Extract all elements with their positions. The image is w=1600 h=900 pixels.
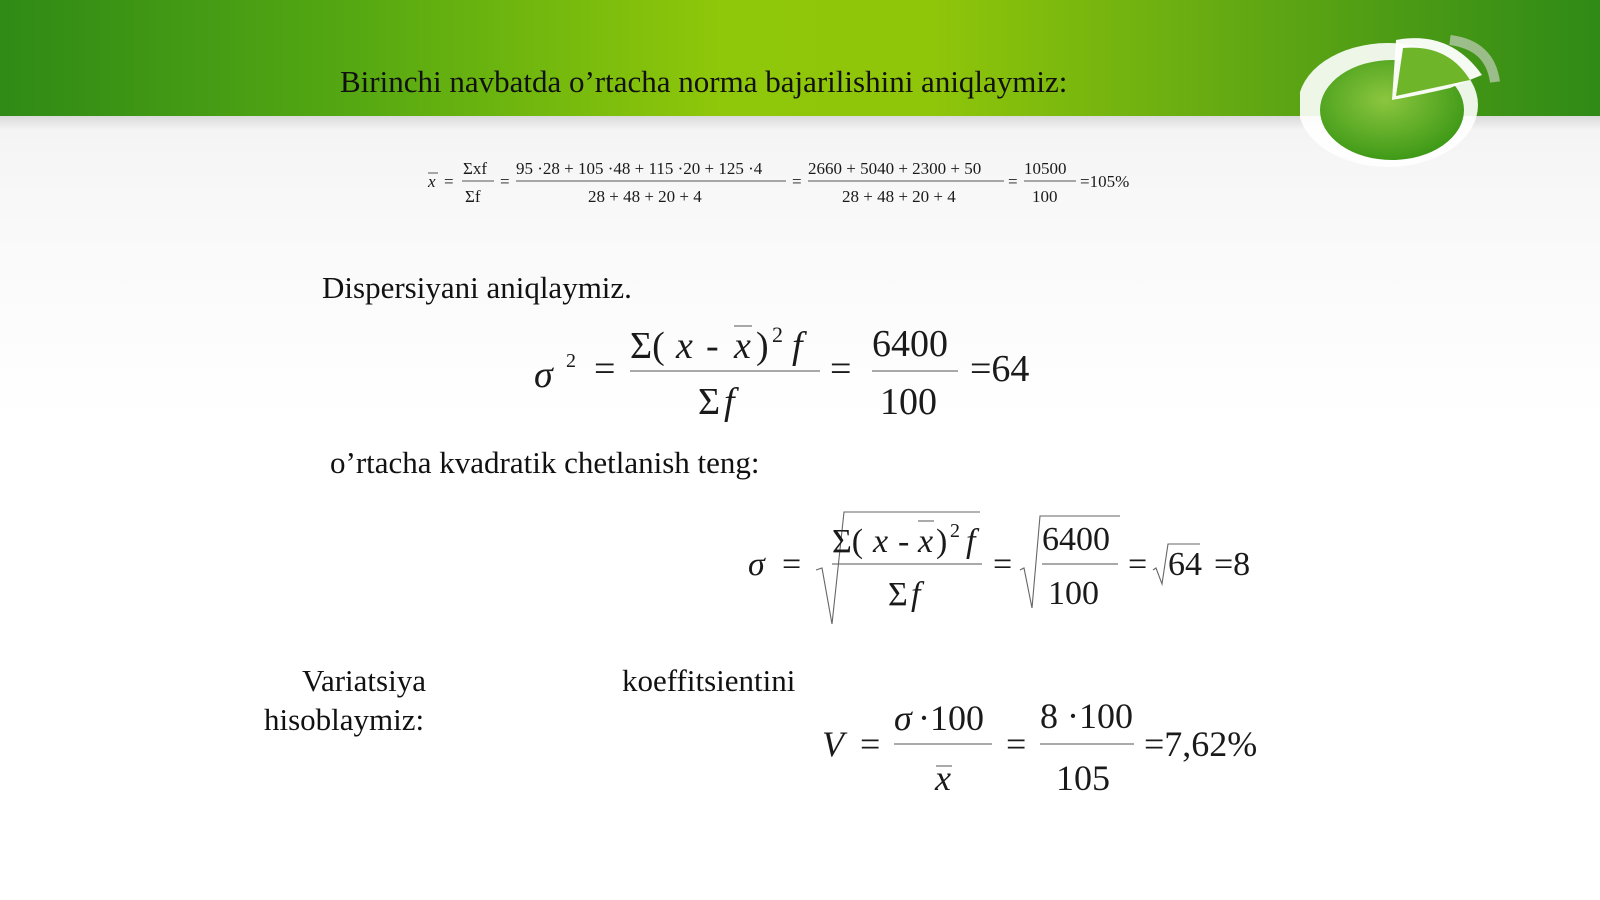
std-num-xbar: x [918,523,934,560]
mean-eq-1: = [444,172,454,191]
std-num-exp: 2 [950,520,960,542]
var-eq-1: = [860,724,881,764]
disp-eq-2: = [830,348,852,390]
std-den2: 100 [1048,575,1099,612]
var-den-x: x [935,758,951,798]
std-sigma: σ [748,546,765,583]
variation-formula [820,696,1280,810]
mean-den1: Σf [465,187,481,206]
disp-num-f: f [792,325,803,367]
var-v: V [822,724,844,764]
mean-eq-2: = [500,172,510,191]
std-eq-1: = [782,546,802,583]
mean-num3: 2660 + 5040 + 2300 + 50 [808,159,982,178]
disp-num-exp: 2 [772,322,783,347]
variation-label-2: koeffitsientini [622,663,796,698]
std-num-close: ) [936,523,948,560]
var-result: =7,62% [1144,724,1258,764]
disp-den2: 100 [880,381,937,423]
mean-num1: Σxf [463,159,488,178]
std-formula [748,508,1288,638]
mean-den2: 28 + 48 + 20 + 4 [588,187,702,206]
mean-result: =105% [1080,172,1130,191]
std-result: =8 [1214,546,1251,583]
variation-label-3: hisoblaymiz: [264,702,425,737]
disp-num2: 6400 [872,323,948,365]
std-num-minus: - [898,523,910,560]
dispersion-label: Dispersiyani aniqlaymiz. [322,270,632,305]
std-label: o’rtacha kvadratik chetlanish teng: [330,445,760,480]
var-num-sigma: σ [894,698,912,738]
variation-label-1: Variatsiya [302,663,426,698]
std-num-f: f [966,523,976,560]
var-num2: 8 ·100 [1040,696,1133,736]
var-den2: 105 [1056,758,1110,798]
std-num-x: x [873,523,889,560]
mean-formula [430,150,1170,220]
disp-den-sigma: Σ [698,381,721,423]
std-eq-3: = [1128,546,1148,583]
pie-chart-logo-icon [1300,20,1530,180]
mean-eq-3: = [792,172,802,191]
disp-num-close: ) [756,325,769,367]
disp-num-x: x [676,325,693,367]
disp-num-open: Σ( [630,325,665,367]
mean-den3: 28 + 48 + 20 + 4 [842,187,956,206]
disp-num-xbar: x [734,325,751,367]
disp-eq-1: = [594,348,616,390]
std-root-val: 64 [1168,546,1202,583]
disp-den-f: f [724,381,735,423]
disp-sigma: σ [534,354,553,396]
std-den-sigma: Σ [888,576,908,613]
mean-num2: 95 ·28 + 105 ·48 + 115 ·20 + 125 ·4 [516,159,763,178]
std-num-open: Σ( [832,523,864,560]
dispersion-formula [530,320,1060,430]
mean-eq-4: = [1008,172,1018,191]
disp-num-minus: - [706,325,719,367]
std-eq-2: = [993,546,1013,583]
var-num-rest: ·100 [918,698,984,738]
mean-var: x [428,172,436,191]
slide-title: Birinchi navbatda o’rtacha norma bajarilishini aniqlaymiz: [340,64,1068,99]
disp-result: =64 [970,348,1030,390]
std-num2: 6400 [1042,521,1110,558]
var-eq-2: = [1006,724,1027,764]
mean-den4: 100 [1032,187,1058,206]
std-den-f: f [911,576,921,613]
disp-sigma-exp: 2 [566,350,576,372]
mean-num4: 10500 [1024,159,1067,178]
